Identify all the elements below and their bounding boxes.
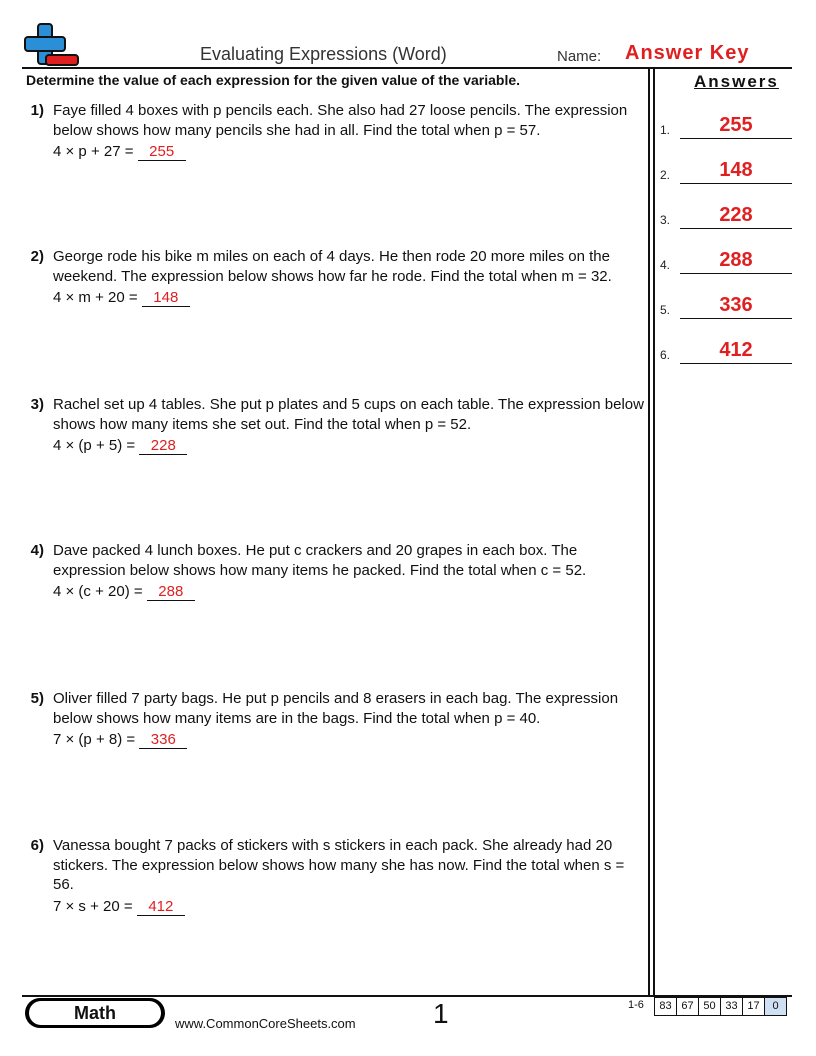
answer-number: 5. [660, 303, 671, 317]
answer-number: 3. [660, 213, 671, 227]
answer-value: 412 [719, 339, 753, 361]
expression-text: 4 × p + 27 = [53, 143, 134, 160]
score-cell: 83 [654, 997, 677, 1016]
subject-badge [25, 998, 165, 1028]
answer-blank: 412 [137, 898, 185, 916]
answer-value: 228 [719, 204, 753, 226]
problem-text: Vanessa bought 7 packs of stickers with s stickers in each pack. She already had 20 stickers. The expression below shows how many she has now. Find the total when s = 56. [53, 837, 625, 893]
answer-line [680, 183, 792, 184]
answer-value: 336 [719, 294, 753, 316]
page-title: Evaluating Expressions (Word) [200, 44, 447, 64]
answer-number: 1. [660, 123, 671, 137]
problem-expression [53, 436, 646, 456]
problem-5 [22, 689, 646, 750]
column-divider [648, 68, 650, 995]
score-table [655, 997, 787, 1016]
problem-number: 4) [30, 542, 44, 559]
problem-expression [53, 288, 646, 308]
answer-number: 4. [660, 258, 671, 272]
problem-expression [53, 142, 646, 162]
answer-line [680, 273, 792, 274]
subject-label: Math [29, 1001, 161, 1025]
problem-text: Dave packed 4 lunch boxes. He put c crackers and 20 grapes in each box. The expression below shows how many items he packed. Find the total when c = 52. [53, 542, 587, 579]
instructions: Determine the value of each expression for the given value of the variable. [26, 72, 521, 88]
problem-number: 5) [30, 690, 44, 707]
answer-line [680, 138, 792, 139]
plus-minus-logo-icon [22, 22, 80, 68]
problem-4 [22, 541, 646, 602]
answers-heading: Answers [694, 72, 779, 91]
score-cell: 67 [676, 997, 699, 1016]
answer-row-4 [660, 240, 792, 274]
expression-text: 4 × (p + 5) = [53, 437, 136, 454]
problem-expression [53, 897, 646, 917]
problem-text: Oliver filled 7 party bags. He put p pencils and 8 erasers in each bag. The expression below shows how many items are in the bags. Find the total when p = 40. [53, 690, 619, 727]
expression-text: 4 × m + 20 = [53, 289, 138, 306]
column-divider [653, 68, 655, 995]
answer-row-6 [660, 330, 792, 364]
answer-line [680, 228, 792, 229]
answer-blank: 148 [142, 289, 190, 307]
answer-number: 6. [660, 348, 671, 362]
answer-row-5 [660, 285, 792, 319]
header-divider [22, 67, 792, 69]
answer-blank: 288 [147, 583, 195, 601]
answer-row-1 [660, 105, 792, 139]
expression-text: 7 × s + 20 = [53, 897, 133, 915]
expression-text: 4 × (c + 20) = [53, 583, 143, 600]
score-cell: 50 [698, 997, 721, 1016]
problem-text: George rode his bike m miles on each of 4 days. He then rode 20 more miles on the weekend. The expression below shows how far he rode. Find the total when m = 32. [53, 248, 612, 285]
answer-key-label: Answer Key [625, 42, 750, 64]
answer-row-2 [660, 150, 792, 184]
name-label: Name: [557, 48, 602, 65]
answer-value: 288 [719, 249, 753, 271]
answer-value: 148 [719, 159, 753, 181]
problem-3 [22, 395, 646, 456]
score-cell: 33 [720, 997, 743, 1016]
expression-text: 7 × (p + 8) = [53, 731, 136, 748]
answer-number: 2. [660, 168, 671, 182]
answer-blank: 255 [138, 143, 186, 161]
answer-blank: 336 [139, 731, 187, 749]
page-number: 1 [433, 998, 449, 1029]
problem-2 [22, 247, 646, 308]
answer-line [680, 363, 792, 364]
score-cell: 17 [742, 997, 765, 1016]
problem-expression [53, 730, 646, 750]
website-link[interactable]: www.CommonCoreSheets.com [175, 1016, 356, 1031]
problem-number: 2) [30, 248, 44, 265]
problem-1 [22, 101, 646, 162]
problem-number: 6) [30, 837, 44, 854]
score-cell: 0 [764, 997, 787, 1016]
answer-row-3 [660, 195, 792, 229]
problem-6 [22, 836, 646, 916]
problem-text: Rachel set up 4 tables. She put p plates and 5 cups on each table. The expression below shows how many items she set out. Find the total when p = 52. [53, 396, 644, 433]
problem-text: Faye filled 4 boxes with p pencils each. She also had 27 loose pencils. The expression below shows how many pencils she had in all. Find the total when p = 57. [53, 102, 628, 139]
answer-value: 255 [719, 114, 753, 136]
answer-line [680, 318, 792, 319]
problem-expression [53, 582, 646, 602]
problem-number: 3) [30, 396, 44, 413]
score-range-label: 1-6 [628, 999, 644, 1011]
problem-number: 1) [30, 102, 44, 119]
answer-blank: 228 [139, 437, 187, 455]
